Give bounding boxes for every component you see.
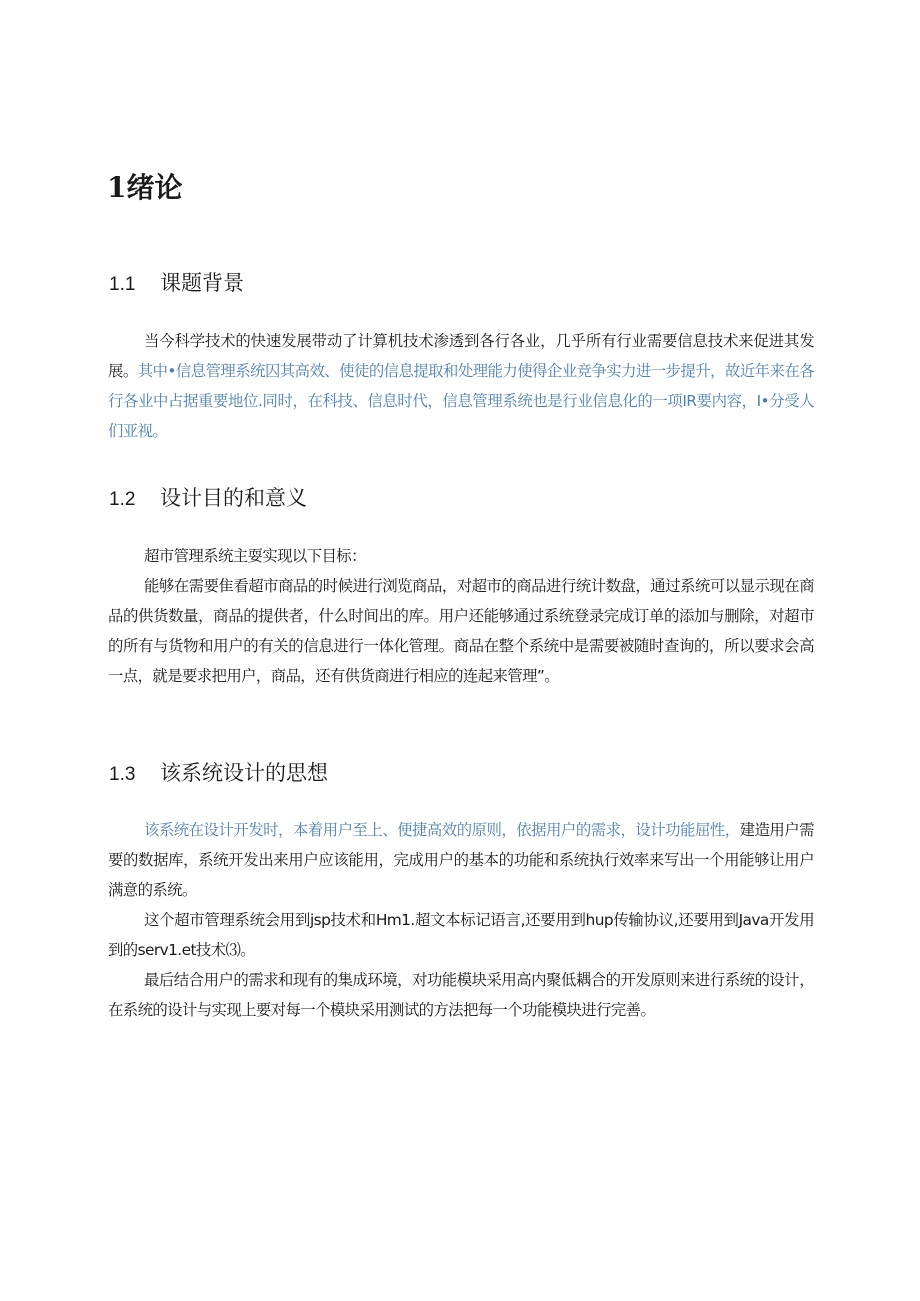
paragraph-design-principle xyxy=(108,815,814,905)
paragraph-text-black: 当今科学技术的快速发展带动了计算机技术渗透到各行各业，几乎所有行业需要信息技术来促进其发展。 xyxy=(108,332,814,380)
section-title: 设计目的和意义 xyxy=(160,486,307,510)
section-title: 课题背景 xyxy=(160,271,244,295)
paragraph-goals-detail: 能够在需要隹看超市商品的时候进行浏览商品，对超市的商品进行统计数盘，通过系统可以显示现在商品的供货数量，商品的提供者，什么时间出的库。用户还能够通过系统登录完成订单的添加与删除，对超市的所有与货物和用户的有关的信息进行一体化管理。商品在整个系统中是需要被随时查询的，所以要求会高一点，就是要求把用户，商品，还有供货商进行相应的连起来管理”。 xyxy=(108,577,814,685)
section-number: 1.2 xyxy=(109,489,136,510)
chapter-title: 1绪论 xyxy=(107,171,183,204)
section-title: 该系统设计的思想 xyxy=(160,761,328,785)
paragraph-goals-intro: 超市管理系统主耍实现以下目标： xyxy=(144,547,366,565)
section-heading-1-1 xyxy=(109,267,244,297)
paragraph-text-blue: 其中•信息管理系统囚其高效、使徒的信息提取和处理能力使得企业竞争实力进一步提升，故近年来在各行各业中占据重要地位.同时，在科技、信息时代，信息管理系统也是行业信息化的一项IR要内容，I•分受人们亚视。 xyxy=(108,362,814,440)
section-number: 1.3 xyxy=(109,764,136,785)
paragraph-text-black: 建造用户需要的数据库，系统开发出来用户应该能用，完成用户的基本的功能和系统执行效率来写出一个用能够让用户满意的系统。 xyxy=(108,821,814,899)
paragraph-text-blue: 该系统在设计开发时，本着用户至上、便捷高效的原则，依据用户的需求，设计功能屈性， xyxy=(144,821,740,839)
section-heading-1-2 xyxy=(109,482,307,512)
paragraph-background xyxy=(108,326,814,446)
section-heading-1-3 xyxy=(109,757,328,787)
paragraph-technologies: 这个超市管理系统会用到jsp技术和Hm1.超文本标记语言,还要用到hup传输协议,还要用到Java开发用到的serv1.et技术⑶。 xyxy=(108,911,814,959)
section-number: 1.1 xyxy=(109,274,136,295)
paragraph-design-method: 最后结合用户的需求和现有的集成环境，对功能模块采用高内聚低耦合的开发原则来进行系统的设计，在系统的设计与实现上要对每一个模块采用测试的方法把每一个功能模块进行完善。 xyxy=(108,971,814,1019)
